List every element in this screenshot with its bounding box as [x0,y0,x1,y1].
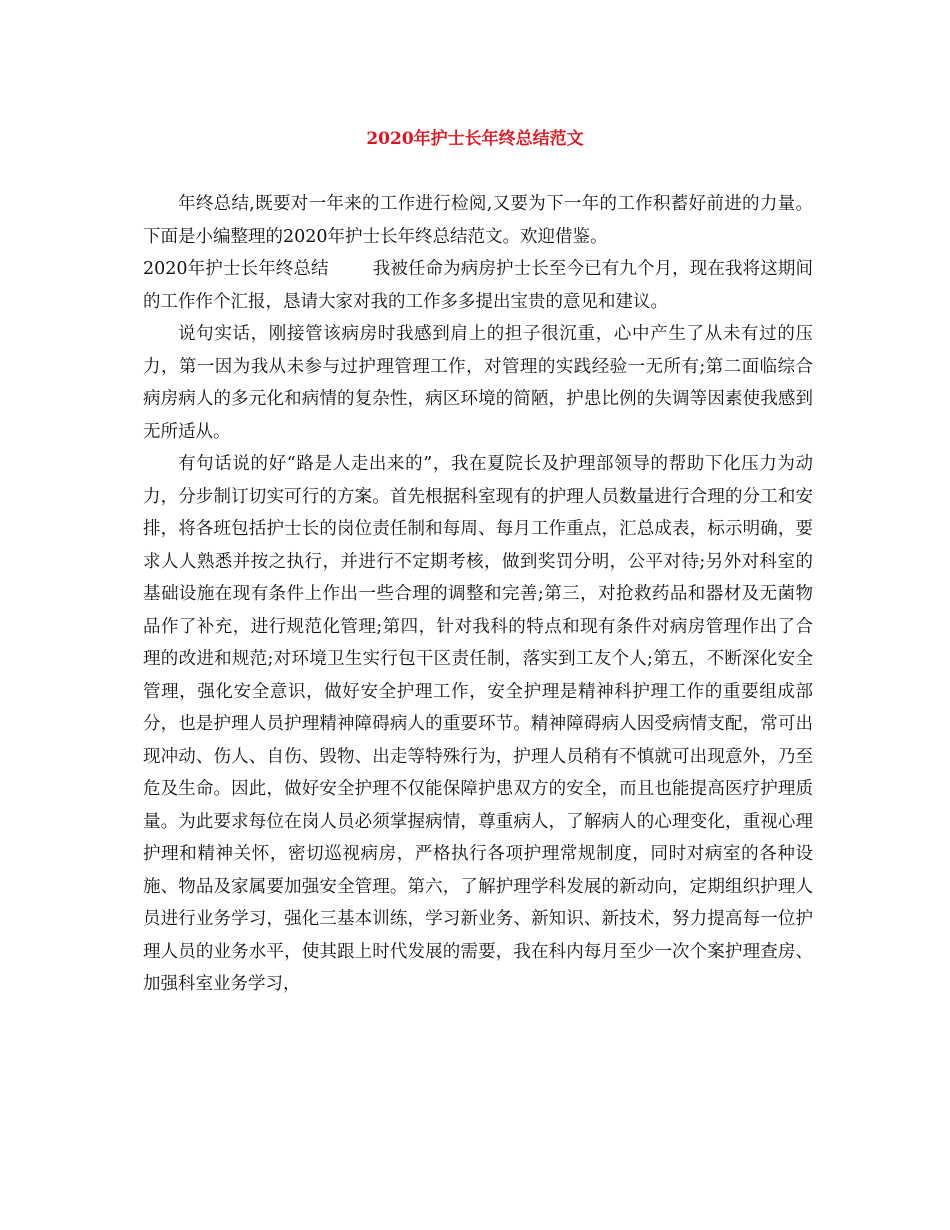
section-opening: 我被任命为病房护士长至今已有九个月，现在我将这期间的工作作个汇报，恳请大家对我的工作多多提出宝贵的意见和建议。 [143,259,813,312]
section-heading: 2020年护士长年终总结 [143,259,329,279]
paragraph-3: 有句话说的好“路是人走出来的”，我在夏院长及护理部领导的帮助下化压力为动力，分步制订切实可行的方案。首先根据科室现有的护理人员数量进行合理的分工和安排，将各班包括护士长的岗位责任制和每周、每月工作重点，汇总成表，标示明确，要求人人熟悉并按之执行，并进行不定期考核，做到奖罚分明，公平对待;另外对科室的基础设施在现有条件上作出一些合理的调整和完善;第三，对抢救药品和器材及无菌物品作了补充，进行规范化管理;第四，针对我科的特点和现有条件对病房管理作出了合理的改进和规范;对环境卫生实行包干区责任制，落实到工友个人;第五，不断深化安全管理，强化安全意识，做好安全护理工作，安全护理是精神科护理工作的重要组成部分，也是护理人员护理精神障碍病人的重要环节。精神障碍病人因受病情支配，常可出现冲动、伤人、自伤、毁物、出走等特殊行为，护理人员稍有不慎就可出现意外，乃至危及生命。因此，做好安全护理不仅能保障护患双方的安全，而且也能提高医疗护理质量。为此要求每位在岗人员必须掌握病情，尊重病人，了解病人的心理变化，重视心理护理和精神关怀，密切巡视病房，严格执行各项护理常规制度，同时对病室的各种设施、物品及家属要加强安全管理。第六，了解护理学科发展的新动向，定期组织护理人员进行业务学习，强化三基本训练，学习新业务、新知识、新技术，努力提高每一位护理人员的业务水平，使其跟上时代发展的需要，我在科内每月至少一次个案护理查房、加强科室业务学习， [143,454,813,994]
document-body [143,188,813,1001]
document-title: 2020年护士长年终总结范文 [366,129,584,149]
intro-paragraph: 年终总结,既要对一年来的工作进行检阅,又要为下一年的工作积蓄好前进的力量。下面是小编整理的2020年护士长年终总结范文。欢迎借鉴。 [143,194,813,247]
paragraph-2: 说句实话，刚接管该病房时我感到肩上的担子很沉重，心中产生了从未有过的压力，第一因为我从未参与过护理管理工作，对管理的实践经验一无所有;第二面临综合病房病人的多元化和病情的复杂性，病区环境的简陋，护患比例的失调等因素使我感到无所适从。 [143,324,813,442]
section-paragraph [143,253,813,318]
